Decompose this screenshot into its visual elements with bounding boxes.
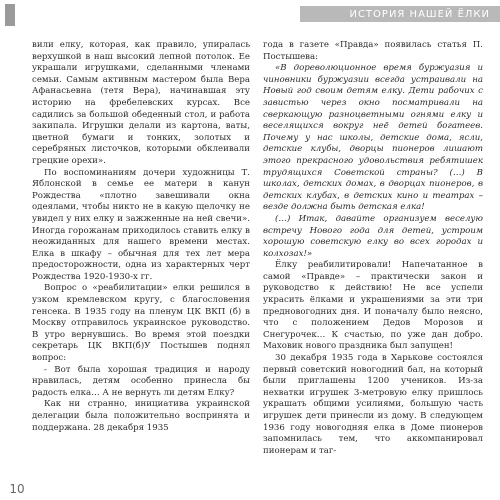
quote-paragraph: (…) Итак, давайте организуем веселую встречу Нового года для детей, устроим хорошую советскую елку во всех городах и колхозах!» bbox=[263, 213, 483, 259]
paragraph: вили елку, которая, как правило, упиралась верхушкой в наш высокий лепной потолок. Ее украшали игрушками, сделанными членами семьи. Самым активным мастером была Вера Афанасьевна (тетя Вера), начинавшая эту историю на фребелевских курсах. Все садились за большой обеденный стол, и работа закипала. Игрушки делали из картона, ваты, цветной бумаги и тонких, золотых и серебряных листочков, которыми обклеивали грецкие орехи». bbox=[32, 40, 250, 166]
paragraph: Как ни странно, инициатива украинской делегации была положительно воспринята и поддержана. 28 декабря 1935 bbox=[32, 399, 250, 433]
section-title: ИСТОРИЯ НАШЕЙ ЁЛКИ bbox=[349, 8, 490, 20]
paragraph: По воспоминаниям дочери художницы Т. Яблонской в семье ее матери в канун Рождества «плотно завешивали окна одеялами, чтобы никто не в какую щелочку не увидел у них елку и зажженные на ней свечи». Иногда горожанам приходилось ставить елку в неожиданных для нашего времени местах. Елка в шкафу – обычная для тех лет мера предосторожности, одна из характерных черт Рождества 1920-1930-х гг. bbox=[32, 167, 250, 282]
right-text-column bbox=[263, 40, 483, 472]
page-footer bbox=[0, 480, 500, 500]
corner-decoration bbox=[5, 4, 15, 26]
page-number: 10 bbox=[9, 482, 25, 496]
left-text-column bbox=[32, 40, 250, 472]
paragraph: года в газете «Правда» появилась статья П. Постышева: bbox=[263, 40, 483, 62]
paragraph: - Вот была хорошая традиция и народу нравилась, детям особенно принесла бы радость елка… А не вернуть ли детям Елку? bbox=[32, 364, 250, 398]
paragraph: 30 декабря 1935 года в Харькове состоялся первый советский новогодний бал, на который были приглашены 1200 учеников. Из-за нехватки игрушек 3-метровую елку пришлось украшать общими усилиями, большую часть игрушек дети принесли из дому. В следующем 1936 году новогодняя елка в Доме пионеров запомнилась тем, что аккомпанировал пионерам и таг- bbox=[263, 353, 483, 456]
section-header-band bbox=[300, 6, 500, 22]
paragraph: Вопрос о «реабилитации» елки решился в узком кремлевском кругу, с благословения генсека. В 1935 году на пленум ЦК ВКП (б) в Москву отправилось украинское руководство. В утро вернувшись. Во время этой поездки секретарь ЦК ВКП(б)У Постышев поднял вопрос: bbox=[32, 283, 250, 364]
quote-paragraph: «В дореволюционное время буржуазия и чиновники буржуазии всегда устраивали на Новый год своим детям елку. Дети рабочих с завистью через окно посматривали на сверкающую разноцветными огнями елку и веселящихся вокруг неё детей богатеев. Почему у нас школы, детские дома, ясли, детские клубы, дворцы пионеров лишают этого прекрасного удовольствия ребятишек трудящихся Советской страны? (…) В школах, детских домах, в дворцах пионеров, в детских клубах, в детских кино и театрах – везде должна быть детская елка! bbox=[263, 63, 483, 213]
paragraph: Ёлку реабилитировали! Напечатанное в самой «Правде» – практически закон и руководство к действию! Не все успели украсить ёлками и украшениями за эти три предновогодних дня. И поначалу было неясно, что с положением Дедов Морозов и Снегурочек… К счастью, по уже дан добро. Маховик нового праздника был запущен! bbox=[263, 260, 483, 352]
